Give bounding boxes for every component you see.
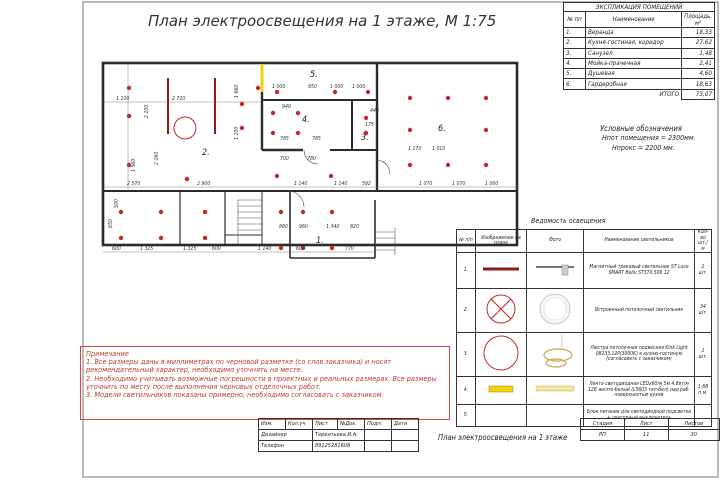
chandelier-photo-icon <box>532 333 578 373</box>
table-row: 4. Лента светодиодная LEDx60/м 5м 4,8вт/м 12В желто-белый (L5603 теп-бел) над раб. поверхностью кухни 1,68 п.м. <box>457 377 712 405</box>
dim-text: 2 720 <box>172 96 186 102</box>
stamp-sheet-title: План электроосвещения на 1 этаже <box>438 433 568 442</box>
dim-text: 440 <box>370 108 379 114</box>
dim-text: 820 <box>350 224 359 230</box>
room-label-3: 3. <box>361 133 369 143</box>
dim-text: 1 325 <box>183 246 197 252</box>
dim-text: 1 000 <box>330 84 344 90</box>
table-row: 1. Веранда 18,33 <box>564 28 715 38</box>
fixtures-header-photo: Фото <box>527 230 584 253</box>
table-row: 5. Блок питания для светодиодной подсветки + сенсорный выключатель <box>457 405 712 427</box>
dim-text: 1 200 <box>234 126 240 140</box>
stamp-sheet: 11 <box>624 430 668 441</box>
rooms-header-num: № пп <box>564 12 586 28</box>
dim-text: 960 <box>299 224 308 230</box>
table-row: 6. Гардеробная 18,63 <box>564 79 715 89</box>
legend-ceiling-height: Нпот помещения = 2300мм. <box>602 134 696 142</box>
dim-text: 1 340 <box>326 224 340 230</box>
track-light-icon <box>481 265 521 273</box>
dim-text: 1 325 <box>140 246 154 252</box>
dim-text: 780 <box>307 156 316 162</box>
fixtures-table-title: Ведомость освещения <box>531 217 606 225</box>
dim-text: 1 140 <box>294 181 308 187</box>
dim-text: 592 <box>362 181 371 187</box>
dim-text: 950 <box>308 84 317 90</box>
notes-box <box>80 346 450 420</box>
dim-text: 500 <box>114 199 120 208</box>
dim-text: 2 260 <box>154 151 160 165</box>
notes-heading: Примечание <box>86 349 129 358</box>
table-total-row: ИТОГО 73,07 <box>564 89 715 99</box>
dim-text: 785 <box>312 136 321 142</box>
dim-text: 1 140 <box>334 181 348 187</box>
table-row: 5. Душевая 4,60 <box>564 69 715 79</box>
spot-light-photo-icon <box>534 291 576 327</box>
dim-text: 700 <box>280 156 289 162</box>
room-label-1: 1. <box>316 236 324 246</box>
stamp-role-phone: Телефон <box>259 441 313 452</box>
stamp-right-table: Стадия Лист Листов РП 11 30 <box>580 418 720 441</box>
table-row: 1. Магнитный трековый светильник ST Luce SMART Bellu ST370.506.12 2 шт. <box>457 253 712 289</box>
dim-text: 175 <box>365 122 374 128</box>
rooms-header-area: Площадь, м² <box>682 12 715 28</box>
rooms-header-name: Наименование <box>586 12 682 28</box>
table-row: 2. Встроенный потолочный светильник 34 шт. <box>457 289 712 333</box>
dim-text: 785 <box>280 136 289 142</box>
legend-title: Условные обозначения <box>600 124 682 133</box>
spot-light-icon <box>483 291 519 327</box>
dim-text: 1 140 <box>258 246 272 252</box>
dim-text: 1 070 <box>452 181 466 187</box>
dim-text: 1 000 <box>485 181 499 187</box>
room-label-2: 2. <box>202 148 210 158</box>
drawing-title: План электроосвещения на 1 этаже, М 1:75 <box>148 12 497 30</box>
table-row: 3. Санузел 1,48 <box>564 48 715 58</box>
dim-text: 2 900 <box>197 181 211 187</box>
led-strip-photo-icon <box>532 381 578 397</box>
fixtures-header-num: № п/п <box>457 230 476 253</box>
stamp-phone: 89125281608 <box>313 441 365 452</box>
dim-text: 1 000 <box>272 84 286 90</box>
legend-light-height: Нпрокс = 2200 мм. <box>612 144 675 152</box>
room-label-6: 6. <box>438 124 446 134</box>
dim-text: 940 <box>282 104 291 110</box>
dim-text: 600 <box>212 246 221 252</box>
fixtures-header-qty: Кол-во шт./м <box>695 230 712 253</box>
fixtures-table <box>456 229 712 427</box>
stamp-role-designer: Дизайнер <box>259 430 313 441</box>
note-item: 1. Все размеры даны в миллиметрах по черновой разметке (со слов заказчика) и носят рекомендательный характер, необходимо уточнять на месте. <box>86 357 392 375</box>
dim-text: 1 170 <box>408 146 422 152</box>
fixtures-header-plan: Изображение на плане <box>476 230 527 253</box>
dim-text: 600 <box>112 246 121 252</box>
room-label-4: 4. <box>302 115 310 125</box>
dim-text: 1 070 <box>419 181 433 187</box>
dim-text: 1 100 <box>116 96 130 102</box>
dim-text: 1 010 <box>432 146 446 152</box>
stamp-stage: РП <box>581 430 625 441</box>
rooms-table <box>563 2 715 100</box>
dim-text: 1 560 <box>131 158 137 172</box>
table-row: 3. Люстра потолочная подвесная Kink Light 08233,12P(3000K) в кухню-гостиную (согласовать с заказчиком) 1 шт. <box>457 333 712 377</box>
dim-text: 1 660 <box>234 84 240 98</box>
stamp-left-table: Изм. Кол.уч Лист №Док. Подп. Дата Дизайнер Терентьева И.А. Телефон 89125281608 <box>258 418 419 452</box>
fixtures-header-name: Наименование светильников <box>584 230 695 253</box>
note-item: 3. Модели светильников показаны примерно, необходимо согласовать с заказчиком. <box>86 390 384 400</box>
dim-text: 880 <box>279 224 288 230</box>
dim-text: 1 000 <box>352 84 366 90</box>
chandelier-icon <box>481 333 521 373</box>
room-label-5: 5. <box>310 70 318 80</box>
table-row: 4. Мойка-прачечная 2,41 <box>564 58 715 68</box>
dim-text: 600 <box>296 246 305 252</box>
title-block <box>258 418 720 480</box>
dim-text: 650 <box>108 219 114 228</box>
table-row: 2. Кухня-гостиная, коридор 27,62 <box>564 38 715 48</box>
led-strip-icon <box>483 384 519 394</box>
dim-text: 770 <box>345 246 354 252</box>
rooms-table-caption: ЭКСПЛИКАЦИЯ ПОМЕЩЕНИЙ <box>564 3 715 12</box>
track-light-photo-icon <box>532 259 578 279</box>
dim-text: 2 100 <box>144 104 150 118</box>
stamp-designer-name: Терентьева И.А. <box>313 430 365 441</box>
dim-text: 2 570 <box>127 181 141 187</box>
note-item: 2. Необходимо учитывать возможные погрешности в проектных и реальных размерах. Все размеры уточнить по месту после выполнения черновых отделочных работ. <box>86 373 437 391</box>
stamp-sheets: 30 <box>668 430 720 441</box>
